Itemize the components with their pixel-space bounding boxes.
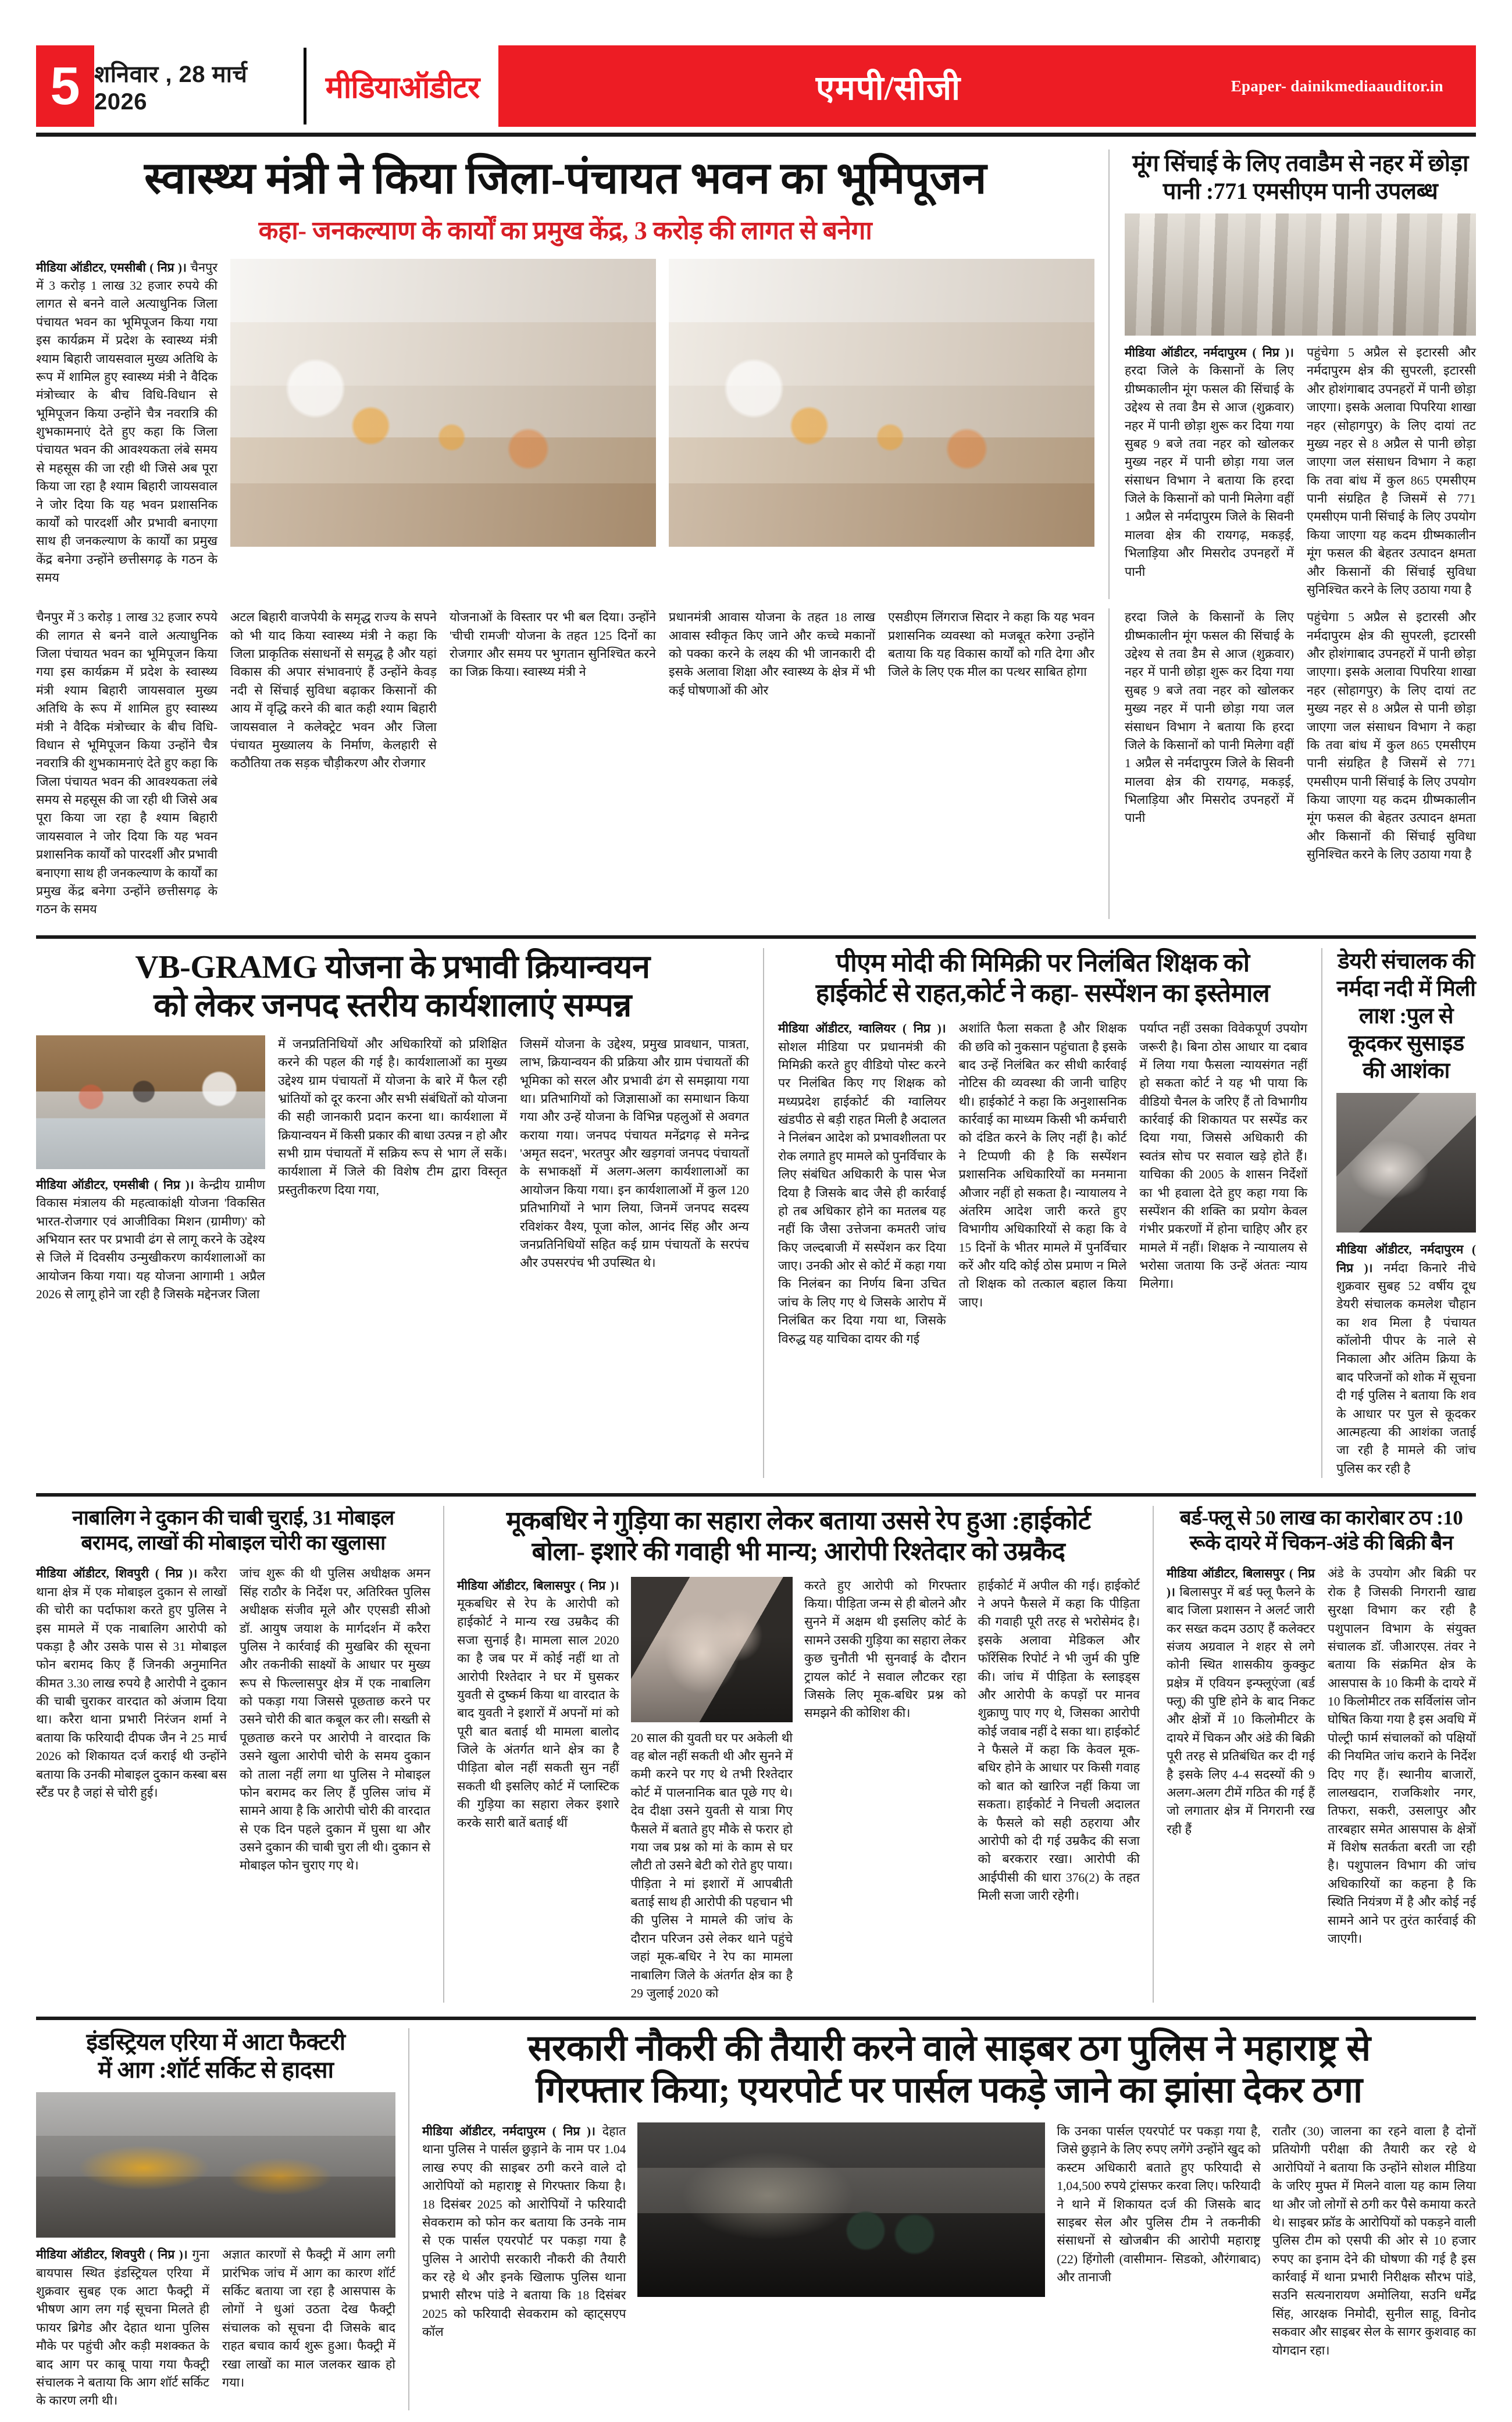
- lead-cont-4: प्रधानमंत्री आवास योजना के तहत 18 लाख आवास स्वीकृत किए जाने और कच्चे मकानों को पक्का करने के लक्ष्य की भी जानकारी दी इसके अलावा शिक्षा और स्वास्थ्य के क्षेत्र में भी कई घोषणाओं की ओर: [669, 610, 875, 697]
- cyber-photo: [637, 2122, 1045, 2297]
- lead-headline: स्वास्थ्य मंत्री ने किया जिला-पंचायत भवन का भूमिपूजन: [144, 154, 986, 203]
- vbgramg-col-1: [36, 1035, 265, 1304]
- hc-headline-1: पीएम मोदी की मिमिक्री पर निलंबित शिक्षक को: [836, 948, 1250, 977]
- cyber-photo-wrap: [637, 2122, 1045, 2360]
- canal-cont-1: हरदा जिले के किसानों के लिए ग्रीष्मकालीन मूंग फसल की सिंचाई के उद्देश्य से तवा डैम से आज (शुक्रवार) नहर में पानी छोड़ा शुरू कर दिया गया सुबह 9 बजे तवा नहर को खोलकर मुख्य नहर में पानी छोड़ा गया जल संसाधन विभाग ने बताया कि हरदा जिले के किसानों को पानी मिलेगा वहीं 1 अप्रैल से नर्मदापुरम जिले के सिवनी मालवा क्षेत्र की रायगढ़, मकड़ई, भिलाड़िया और मिसरोद उपनहरों में पानी: [1125, 610, 1294, 825]
- section-3: [36, 1506, 1476, 2003]
- cyber-byline: मीडिया ऑडीटर, नर्मदापुरम ( निप्र )।: [422, 2124, 595, 2139]
- lead-subheadline: कहा- जनकल्याण के कार्यों का प्रमुख केंद्र, 3 करोड़ की लागत से बनेगा: [258, 216, 872, 245]
- vbgramg-byline: मीडिया ऑडीटर, एमसीबी ( निप्र )।: [36, 1177, 194, 1192]
- lead-cont-5: एसडीएम लिंगराज सिदार ने कहा कि यह भवन प्रशासनिक व्यवस्था को मजबूत करेगा उन्होंने बताया कि यह विकास कार्यों को गति देगा और जिले के लिए एक मील का पत्थर साबित होगा: [888, 610, 1094, 679]
- canal-headline: मूंग सिंचाई के लिए तवाडैम से नहर में छोड़ा पानी :771 एमसीएम पानी उपलब्ध: [1132, 150, 1468, 204]
- hc-body-1: सोशल मीडिया पर प्रधानमंत्री की मिमिक्री करते हुए वीडियो पोस्ट करने पर निलंबित किए गए शिक्षक को मध्यप्रदेश हाईकोर्ट की ग्वालियर खंडपीठ से बड़ी राहत मिली है अदालत ने निलंबन आदेश को प्रभावशीलता पर रोक लगाते हुए मामले को पुनर्विचार के लिए संबंधित अधिकारी के पास भेज दिया है जिसके बाद जैसे ही कार्रवाई हो तब अधिकार होने का मतलब यह नहीं कि जैसा उत्तेजना कमतरी जांच किए जल्दबाजी में सस्पेंशन कर दिया जाए। उनकी ओर से कोर्ट में कहा गया कि निलंबन का निर्णय बिना उचित जांच के लिए गए थे जिसके आरोप में निलंबित कर दिया गया था, जिसके विरुद्ध यह याचिका दायर की गई: [778, 1039, 946, 1346]
- cyber-col-2: कि उनका पार्सल एयरपोर्ट पर पकड़ा गया है, जिसे छुड़ाने के लिए रुपए लगेंगे उन्होंने खुद को कस्टम अधिकारी बताते हुए फरियादी से 1,04,500 रुपये ट्रांसफर करवा लिए। फरियादी ने थाने में शिकायत दर्ज की जिसके बाद साइबर सेल और पुलिस टीम ने तकनीकी संसाधनों से खोजबीन की आरोपी महाराष्ट्र (22) हिंगोली (वासीमान- सिडको, औरंगाबाद) और तानाजी: [1057, 2124, 1261, 2285]
- hc-col-2: अशांति फैला सकता है और शिक्षक की छवि को नुकसान पहुंचाता है इसके बाद उन्हें निलंबित कर सीधी कार्रवाई नोटिस की व्यवस्था की जानी चाहिए थी। हाईकोर्ट ने कहा कि अनुशासनिक कार्रवाई का माध्यम किसी भी कर्मचारी को दंडित करने के लिए नहीं है। कोर्ट ने टिप्पणी की है कि सस्पेंशन प्रशासनिक अधिकारियों का मनमाना औजार नहीं हो सकता है। न्यायालय ने अंतरिम आदेश जारी करते हुए विभागीय अधिकारियों से कहा कि वे 15 दिनों के भीतर मामले में पुनर्विचार करें और यदि कोई ठोस प्रमाण न मिले तो शिक्षक को तत्काल बहाल किया जाए।: [958, 1021, 1127, 1309]
- lead-cont-1: चैनपुर में 3 करोड़ 1 लाख 32 हजार रुपये की लागत से बनने वाले अत्याधुनिक जिला पंचायत भवन का भूमिपूजन किया गया इस कार्यक्रम में प्रदेश के स्वास्थ्य मंत्री श्याम बिहारी जायसवाल मुख्य अतिथि के रूप में शामिल हुए स्वास्थ्य मंत्री ने वैदिक मंत्रोच्चार के बीच विधि-विधान से भूमिपूजन किया उन्होंने चैत्र नवरात्रि की शुभकामनाएं देते हुए कहा कि जिला पंचायत भवन की आवश्यकता लंबे समय से महसूस की जा रही थी जिसे अब पूरा किया जा रहा है श्याम बिहारी जायसवाल ने जोर दिया कि यह भवन प्रशासनिक कार्यों को पारदर्शी और प्रभावी बनाएगा साथ ही जनकल्याण के कार्यों का प्रमुख केंद्र बनेगा उन्होंने छत्तीसगढ़ के गठन के समय: [36, 610, 217, 917]
- vbgramg-headline-1: VB-GRAMG योजना के प्रभावी क्रियान्वयन: [135, 949, 650, 985]
- canal-photo: [1125, 213, 1476, 336]
- hc-byline: मीडिया ऑडीटर, ग्वालियर ( निप्र )।: [778, 1021, 946, 1036]
- deafmute-body-2: 20 साल की युवती घर पर अकेली थी वह बोल नहीं सकती थी और सुनने में कमी करने पर गए थे तभी रिश्तेदार कोर्ट में पालनानिक बात पूछे गए थे। देव दीक्षा उसने युवती से यात्रा गिए फैसले में बताते हुए मौके से फरार हो गया जब प्रश्न को मां के काम से घर लौटी तो उसने बेटी को रोते हुए पाया। पीड़िता ने मां इशारों में आपबीती बताई साथ ही आरोपी की पहचान भी की पुलिस ने मामले की जांच के दौरान परिजन उसे लेकर थाने पहुंचे जहां मूक-बधिर ने रेप का मामला नाबालिग जिले के अंतर्गत क्षेत्र का है 29 जुलाई 2020 को: [630, 1730, 793, 2000]
- highcourt-story: [763, 948, 1321, 1478]
- deafmute-col-4: हाईकोर्ट में अपील की गई। हाईकोर्ट ने अपने फैसले में कहा कि पीड़िता की गवाही पूरी तरह से भरोसेमंद है। इसके अलावा मेडिकल और फॉरेंसिक रिपोर्ट ने भी जुर्म की पुष्टि की। जांच में पीड़िता के स्लाइड्स और आरोपी के कपड़ों पर मानव शुक्राणु पाए गए थे, जिसका आरोपी कोई जवाब नहीं दे सका था। हाईकोर्ट ने फैसले में कहा कि केवल मूक-बधिर होने के आधार पर किसी गवाह को बात को खारिज नहीं किया जा सकता। हाईकोर्ट ने निचली अदालत के फैसले को सही ठहराया और आरोपी को दी गई उम्रकैद की सजा को बरकरार रखा। आरोपी की आईपीसी की धारा 376(2) के तहत मिली सजा जारी रहेगी।: [978, 1578, 1140, 1903]
- deafmute-byline: मीडिया ऑडीटर, बिलासपुर ( निप्र )।: [457, 1578, 619, 1593]
- dairy-body: नर्मदा किनारे नीचे शुक्रवार सुबह 52 वर्षीय दूध डेयरी संचालक कमलेश चौहान का शव मिला है पंचायत कॉलोनी पीपर के नाले से निकाला और अंतिम क्रिया के बाद परिजनों को शोक में सूचना दी गई पुलिस ने बताया कि शव के आधार पर पुल से कूदकर आत्महत्या की आशंका जताई जा रही है मामले की जांच पुलिस कर रही है: [1336, 1260, 1476, 1476]
- vbgramg-photo: [36, 1035, 265, 1169]
- factory-headline-1: इंडस्ट्रियल एरिया में आटा फैक्टरी: [86, 2029, 345, 2056]
- section-name: एमपी/सीजी: [815, 69, 961, 107]
- section-divider-3: [36, 2017, 1476, 2020]
- deafmute-photo: [631, 1577, 793, 1722]
- theft-body-1: करैरा थाना क्षेत्र में एक मोबाइल दुकान से लाखों की चोरी का पर्दाफाश करते हुए पुलिस ने इस मामले में एक नाबालिग आरोपी को पकड़ा है और उसके पास से 31 मोबाइल फोन बरामद किए हैं जिनकी अनुमानित कीमत 3.30 लाख रुपये है आरोपी ने दुकान की चाबी चुराकर वारदात को अंजाम दिया था। करैरा थाना प्रभारी निरंजन शर्मा ने बताया कि फरियादी दीपक जैन ने 25 मार्च 2026 को शिकायत दर्ज कराई थी उन्होंने बताया कि उनकी मोबाइल दुकान कस्बा बस स्टैंड पर है जहां से चोरी हुई।: [36, 1566, 227, 1800]
- birdflu-col-1: [1167, 1565, 1315, 1948]
- lead-continuation: [36, 608, 1476, 918]
- hc-col-3: पर्याप्त नहीं उसका विवेकपूर्ण उपयोग जरूरी है। बिना ठोस आधार या दबाव में लिया गया फैसला न्यायसंगत नहीं हो सकता कोर्ट ने यह भी पाया कि वीडियो चैनल के जरिए हैं तो विभागीय कार्रवाई की शिकायत पर सस्पेंड कर दिया गया, जिससे अधिकारी की स्वतंत्र सोच पर सवाल खड़े होते हैं। याचिका की 2005 के शासन निर्देशों का भी हवाला देते हुए कहा गया कि सस्पेंशन की शक्ति का प्रयोग केवल गंभीर प्रकरणों में होना चाहिए और हर मामले में नहीं। शिक्षक ने न्यायालय से भरोसा जताया कि उन्हें अंततः न्याय मिलेगा।: [1139, 1021, 1308, 1291]
- lead-body-1: चैनपुर में 3 करोड़ 1 लाख 32 हजार रुपये की लागत से बनने वाले अत्याधुनिक जिला पंचायत भवन का भूमिपूजन किया गया इस कार्यक्रम में प्रदेश के स्वास्थ्य मंत्री श्याम बिहारी जायसवाल मुख्य अतिथि के रूप में शामिल हुए स्वास्थ्य मंत्री ने वैदिक मंत्रोच्चार के बीच विधि-विधान से भूमिपूजन किया उन्होंने चैत्र नवरात्रि की शुभकामनाएं देते हुए कहा कि जिला पंचायत भवन की आवश्यकता लंबे समय से महसूस की जा रही थी जिसे अब पूरा किया जा रहा है श्याम बिहारी जायसवाल ने जोर दिया कि यह भवन प्रशासनिक कार्यों को पारदर्शी और प्रभावी बनाएगा साथ ही जनकल्याण के कार्यों का प्रमुख केंद्र बनेगा उन्होंने छत्तीसगढ़ के गठन के समय: [36, 260, 218, 585]
- theft-story: [36, 1506, 443, 2003]
- birdflu-headline-2: रूके दायरे में चिकन-अंडे की बिक्री बैन: [1189, 1531, 1453, 1554]
- theft-byline: मीडिया ऑडीटर, शिवपुरी ( निप्र )।: [36, 1566, 198, 1581]
- birdflu-body-1: बिलासपुर में बर्ड फ्लू फैलने के बाद जिला प्रशासन ने अलर्ट जारी कर सख्त कदम उठाए हैं कलेक्टर संजय अग्रवाल ने शहर से लगे कोनी स्थित शासकीय कुक्कुट प्रक्षेत्र में एवियन इन्फ्लूएंजा (बर्ड फ्लू) की पुष्टि होने के बाद निकट और क्षेत्रों में 10 किलोमीटर के दायरे में चिकन और अंडे की बिक्री पूरी तरह से प्रतिबंधित कर दी गई है इसके लिए 4-4 सदस्यों की 9 अलग-अलग टीमें गठित की गई हैं जो लगातार क्षेत्र में निगरानी रख रही हैं: [1167, 1584, 1315, 1836]
- deafmute-col-1: [457, 1577, 619, 2003]
- lead-cont-3: योजनाओं के विस्तार पर भी बल दिया। उन्होंने 'चीची रामजी' योजना के तहत 125 दिनों का रोजगार और समय पर भुगतान सुनिश्चित करने का जिक्र किया। स्वास्थ्य मंत्री ने: [450, 610, 656, 679]
- vbgramg-body-1: केन्द्रीय ग्रामीण विकास मंत्रालय की महत्वाकांक्षी योजना 'विकसित भारत-रोजगार एवं आजीविका मिशन (ग्रामीण)' को अभियान स्तर पर प्रभावी ढंग से लागू करने के उद्देश्य से जिले में दिवसीय उन्मुखीकरण कार्यशालाओं का आयोजन किया गया। यह योजना आगामी 1 अप्रैल 2026 से लागू होने जा रही है जिसके मद्देनजर जिला: [36, 1177, 266, 1302]
- section-4: [36, 2028, 1476, 2410]
- factory-photo: [36, 2092, 395, 2238]
- canal-byline: मीडिया ऑडीटर, नर्मदापुरम ( निप्र )।: [1125, 346, 1294, 359]
- birdflu-col-2: अंडे के उपयोग और बिक्री पर रोक है जिसकी निगरानी खाद्य सुरक्षा विभाग कर रही है पशुपालन विभाग के संयुक्त संचालक डॉ. जीआरएस. तंवर ने बताया कि संक्रमित क्षेत्र के आसपास के 10 किमी के दायरे में 10 किलोमीटर तक सर्विलांस जोन घोषित किया गया है इस अवधि में पोल्ट्री फार्म संचालकों को पक्षियों की नियमित जांच कराने के निर्देश दिए गए हैं। स्थानीय बाजारों, लालखदान, राजकिशोर नगर, तिफरा, सकरी, उसलापुर और तारबहार समेत आसपास के क्षेत्रों में विशेष सतर्कता बरती जा रही है। पशुपालन विभाग की जांच अधिकारियों का कहना है कि स्थिति नियंत्रण में है और कोई नई सामने आने पर तुरंत कार्रवाई की जाएगी।: [1328, 1566, 1476, 1946]
- cyber-col-3: रातौर (30) जालना का रहने वाला है दोनों प्रतियोगी परीक्षा की तैयारी कर रहे थे आरोपियों ने बताया कि उन्होंने सोशल मीडिया के जरिए मुफ्त में मिलने वाला यह काम लिया था और जो लोगों से ठगी कर पैसे कमाया करते थे। साइबर फ्रॉड के आरोपियों को पकड़ने वाली पुलिस टीम को एसपी की ओर से 10 हजार रुपए का इनाम देने की घोषणा की गई है इस कार्रवाई में थाना प्रभारी निरीक्षक सौरभ पांडे, सउनि सत्यनारायण अमोलिया, सउनि धर्मेंद्र सिंह, आरक्षक निमोदी, सुनील साहू, विनोद सकवार और साइबर सेल के सागर कुशवाह का योगदान रहा।: [1272, 2124, 1477, 2357]
- factory-col-1: [36, 2246, 209, 2410]
- dairy-photo: [1336, 1093, 1476, 1233]
- dairy-story: [1321, 948, 1476, 1478]
- lead-cont-columns: [36, 608, 1094, 918]
- dairy-byline: मीडिया ऑडीटर, नर्मदापुरम ( निप्र )।: [1336, 1242, 1476, 1275]
- canal-cont-columns: [1108, 608, 1476, 918]
- deafmute-headline-2: बोला- इशारे की गवाही भी मान्य; आरोपी रिश्तेदार को उम्रकैद: [532, 1537, 1065, 1566]
- cyber-body-1: देहात थाना पुलिस ने पार्सल छुड़ाने के नाम पर 1.04 लाख रुपए की साइबर ठगी करने वाले दो आरोपियों को महाराष्ट्र से गिरफ्तार किया है। 18 दिसंबर 2025 को आरोपियों ने फरियादी सेवकराम को फोन कर बताया कि उनके नाम से एक पार्सल एयरपोर्ट पर पकड़ा गया है पुलिस ने आरोपी सरकारी नौकरी की तैयारी कर रहे थे और इनके खिलाफ पुलिस थाना प्रभारी सौरभ पांडे ने बताया कि 18 दिसंबर 2025 को फरियादी सेवकराम को व्हाट्सएप कॉल: [422, 2124, 626, 2339]
- section-divider-2: [36, 1493, 1476, 1497]
- vbgramg-headline-2: को लेकर जनपद स्तरीय कार्यशालाएं सम्पन्न: [154, 987, 632, 1024]
- page-number-badge: 5: [36, 45, 94, 127]
- section-2: [36, 948, 1476, 1478]
- factory-byline: मीडिया ऑडीटर, शिवपुरी ( निप्र )।: [36, 2248, 188, 2262]
- lead-photo-row: [230, 259, 1094, 587]
- factory-col-2: अज्ञात कारणों से फैक्ट्री में आग लगी प्रारंभिक जांच में आग का कारण शॉर्ट सर्किट बताया जा रहा है आसपास के लोगों ने धुआं उठता देख फैक्ट्री संचालक को सूचना दी जिसके बाद राहत बचाव कार्य शुरू हुआ। फैक्ट्री में रखा लाखों का माल जलकर खाक हो गया।: [222, 2248, 395, 2389]
- birdflu-story: [1153, 1506, 1476, 2003]
- section-divider-1: [36, 935, 1476, 939]
- canal-cont-2: पहुंचेगा 5 अप्रैल से इटारसी और नर्मदापुरम क्षेत्र की सुपरली, इटारसी और होशंगाबाद उपनहरों में पानी छोड़ा जाएगा। इसके अलावा पिपरिया शाखा नहर (सोहागपुर) के लिए दायां तट मुख्य नहर से 8 अप्रैल से पानी छोड़ा जाएगा जल संसाधन विभाग ने कहा कि तवा बांध में कुल 865 एमसीएम पानी संग्रहित है जिसमें से 771 एमसीएम पानी सिंचाई के लिए उपयोग किया जाएगा यह कदम ग्रीष्मकालीन मूंग फसल की बेहतर उत्पादन क्षमता और किसानों की सिंचाई सुविधा सुनिश्चित करने के लिए उठाया गया है: [1307, 610, 1476, 862]
- birdflu-byline: मीडिया ऑडीटर, बिलासपुर ( निप्र )।: [1167, 1566, 1315, 1599]
- factory-body-1: गुना बायपास स्थित इंडस्ट्रियल एरिया में शुक्रवार सुबह एक आटा फैक्ट्री में भीषण आग लग गई सूचना मिलते ही फायर ब्रिगेड और देहात थाना पुलिस मौके पर पहुंची और कड़ी मशक्कत के बाद आग पर काबू पाया गया फैक्ट्री संचालक ने बताया कि आग शॉर्ट सर्किट के कारण लगी थी।: [36, 2248, 209, 2408]
- cyber-headline-2: गिरफ्तार किया; एयरपोर्ट पर पार्सल पकड़े जाने का झांसा देकर ठगा: [536, 2071, 1363, 2111]
- vbgramg-story: [36, 948, 763, 1478]
- hc-col-1: [778, 1020, 946, 1348]
- lead-photo-1: [230, 259, 656, 547]
- theft-headline-2: बरामद, लाखों की मोबाइल चोरी का खुलासा: [81, 1531, 386, 1554]
- masthead: [36, 45, 1476, 127]
- dairy-headline: डेयरी संचालक की नर्मदा नदी में मिली लाश :पुल से कूदकर सुसाइड की आशंका: [1336, 949, 1476, 1084]
- lead-byline: मीडिया ऑडीटर, एमसीबी ( निप्र )।: [36, 260, 187, 275]
- epaper-url[interactable]: Epaper- dainikmediaauditor.in: [1231, 77, 1443, 95]
- lead-section: [36, 149, 1476, 599]
- canal-story: [1108, 149, 1476, 599]
- cyber-story: [408, 2028, 1476, 2410]
- theft-col-1: [36, 1565, 227, 1875]
- canal-column-1: [1125, 344, 1294, 599]
- lead-cont-2: अटल बिहारी वाजपेयी के समृद्ध राज्य के सपने को भी याद किया स्वास्थ्य मंत्री ने कहा कि जिला प्राकृतिक संसाधनों से समृद्ध है और यहां विकास की अपार संभावनाएं हैं उन्होंने केवड़ नदी से सिंचाई सुविधा बढ़ाकर किसानों की आय में वृद्धि करने की बात कही श्याम बिहारी जायसवाल ने कलेक्ट्रेट भवन और जिला पंचायत मुख्यालय के निर्माण, केलहारी से कठौतिया तक सड़क चौड़ीकरण और रोजगार: [230, 610, 437, 771]
- deafmute-story: [443, 1506, 1153, 2003]
- vbgramg-col-3: जिसमें योजना के उद्देश्य, प्रमुख प्रावधान, पात्रता, लाभ, क्रियान्वयन की प्रक्रिया और ग्राम पंचायतों की भूमिका को सरल और प्रभावी ढंग से समझाया गया था। प्रतिभागियों को जिज्ञासाओं का समाधान किया गया और उन्हें योजना के विभिन्न पहलुओं से अवगत कराया गया। जनपद पंचायत मनेंद्रगढ़ से मनेन्द्र 'अमृत सदन', भरतपुर और खड़गवां जनपद पंचायतों के सभाकक्षों में अलग-अलग कार्यशालाओं का आयोजन किया गया। इन कार्यशालाओं में कुल 120 प्रतिभागियों ने भाग लिया, जिनमें जनपद सदस्य रविशंकर वैश्य, पूजा कोल, आनंद सिंह और अन्य जनप्रतिनिधियों सहित कई ग्राम पंचायतों के सरपंच और उपसरपंच भी उपस्थित थे।: [520, 1037, 749, 1270]
- masthead-rule: [36, 133, 1476, 137]
- deafmute-col-3: करते हुए आरोपी को गिरफ्तार किया। पीड़िता जन्म से ही बोलने और सुनने में अक्षम थी इसलिए कोर्ट के सामने उसकी गुड़िया का सहारा लेकर कुछ चुनौती भी सुनवाई के दौरान ट्रायल कोर्ट ने सवाल लौटकर रहा जिसके लिए मूक-बधिर प्रश्न को समझने की कोशिश की।: [804, 1578, 967, 1721]
- publication-date: शनिवार , 28 मार्च 2026: [94, 62, 248, 115]
- factory-headline-2: में आग :शॉर्ट सर्किट से हादसा: [98, 2057, 334, 2083]
- cyber-headline-1: सरकारी नौकरी की तैयारी करने वाले साइबर ठग पुलिस ने महाराष्ट्र से: [527, 2029, 1371, 2069]
- canal-column-2: पहुंचेगा 5 अप्रैल से इटारसी और नर्मदापुरम क्षेत्र की सुपरली, इटारसी और होशंगाबाद उपनहरों में पानी छोड़ा जाएगा। इसके अलावा पिपरिया शाखा नहर (सोहागपुर) के लिए दायां तट मुख्य नहर से 8 अप्रैल से पानी छोड़ा जाएगा जल संसाधन विभाग ने कहा कि तवा बांध में कुल 865 एमसीएम पानी संग्रहित है जिसमें से 771 एमसीएम पानी सिंचाई के लिए उपयोग किया जाएगा यह कदम ग्रीष्मकालीन मूंग फसल की बेहतर उत्पादन क्षमता और किसानों की सिंचाई सुविधा सुनिश्चित करने के लिए उठाया गया है: [1307, 346, 1476, 597]
- theft-col-2: जांच शुरू की थी पुलिस अधीक्षक अमन सिंह राठौर के निर्देश पर, अतिरिक्त पुलिस अधीक्षक संजीव मूले और एएसडी सीओ डॉ. आयुष जयाश के मार्गदर्शन में करैरा पुलिस ने कार्रवाई की मुखबिर की सूचना और तकनीकी साक्ष्यों के आधार पर मुख्य रूप से फिल्लासपुर क्षेत्र में एक नाबालिग को पकड़ा गया जिससे पूछताछ करने पर उसने चोरी की बात कबूल कर ली। सख्ती से पूछताछ करने पर आरोपी ने वारदात कि उसने खुला आरोपी चोरी के समय दुकान को ताला नहीं लगा था पुलिस ने मोबाइल फोन बरामद कर लिए हैं पुलिस जांच में सामने आया है कि आरोपी चोरी की वारदात से एक दिन पहले दुकान में घुसा था और उसने दुकान की चाबी चुरा ली थी। दुकान से मोबाइल फोन चुराए गए थे।: [240, 1566, 430, 1873]
- vbgramg-col-2: में जनप्रतिनिधियों और अधिकारियों को प्रशिक्षित करने की पहल की गई है। कार्यशालाओं का मुख्य उद्देश्य ग्राम पंचायतों में योजना के बारे में फैल रही भ्रांतियों को दूर करना और सभी संबंधितों को योजना की सही जानकारी प्रदान करना था। कार्यशाला में क्रियान्वयन में किसी प्रकार की बाधा उत्पन्न न हो और सभी ग्राम पंचायतों में सक्रिय रूप से भाग लें सकें। कार्यशाला में जिले की विशेष टीम द्वारा विस्तृत प्रस्तुतीकरण दिया गया,: [278, 1037, 507, 1197]
- lead-story: [36, 149, 1094, 599]
- cyber-col-1: [422, 2122, 626, 2360]
- section-banner: [498, 45, 1476, 127]
- factory-story: [36, 2028, 408, 2410]
- deafmute-col-2: [631, 1577, 793, 2003]
- lead-column-1: [36, 259, 217, 587]
- newspaper-logo: मीडियाऑडीटर: [325, 71, 480, 105]
- lead-photo-2: [669, 259, 1094, 547]
- theft-headline-1: नाबालिग ने दुकान की चाबी चुराई, 31 मोबाइल: [72, 1506, 394, 1530]
- canal-body-1: हरदा जिले के किसानों के लिए ग्रीष्मकालीन मूंग फसल की सिंचाई के उद्देश्य से तवा डैम से आज (शुक्रवार) नहर में पानी छोड़ा शुरू कर दिया गया सुबह 9 बजे तवा नहर को खोलकर मुख्य नहर में पानी छोड़ा गया जल संसाधन विभाग ने बताया कि हरदा जिले के किसानों को पानी मिलेगा वहीं 1 अप्रैल से नर्मदापुरम जिले के सिवनी मालवा क्षेत्र की रायगढ़, मकड़ई, भिलाड़िया और मिसरोद उपनहरों में पानी: [1125, 364, 1294, 579]
- deafmute-headline-1: मूकबधिर ने गुड़िया का सहारा लेकर बताया उससे रेप हुआ :हाईकोर्ट: [506, 1506, 1091, 1536]
- deafmute-body-1: मूकबधिर से रेप के आरोपी को हाईकोर्ट ने मान्य रख उम्रकैद की सजा सुनाई है। मामला साल 2020 का है जब पर में कोई नहीं था तो आरोपी रिश्तेदार ने घर में घुसकर युवती से दुष्कर्म किया था वारदात के बाद युवती ने इशारों में अपनों मां को पूरी बात बताई थी मामला बालोद जिले के अंतर्गत थाने क्षेत्र का है पीड़िता बोल नहीं सकती सुन नहीं सकती थी इसलिए कोर्ट में प्लास्टिक की गुड़िया का सहारा लेकर इशारे करके सारी बातें बताई थीं: [457, 1597, 619, 1830]
- hc-headline-2: हाईकोर्ट से राहत,कोर्ट ने कहा- सस्पेंशन का इस्तेमाल: [815, 979, 1270, 1008]
- birdflu-headline-1: बर्ड-फ्लू से 50 लाख का कारोबार ठप :10: [1179, 1506, 1463, 1530]
